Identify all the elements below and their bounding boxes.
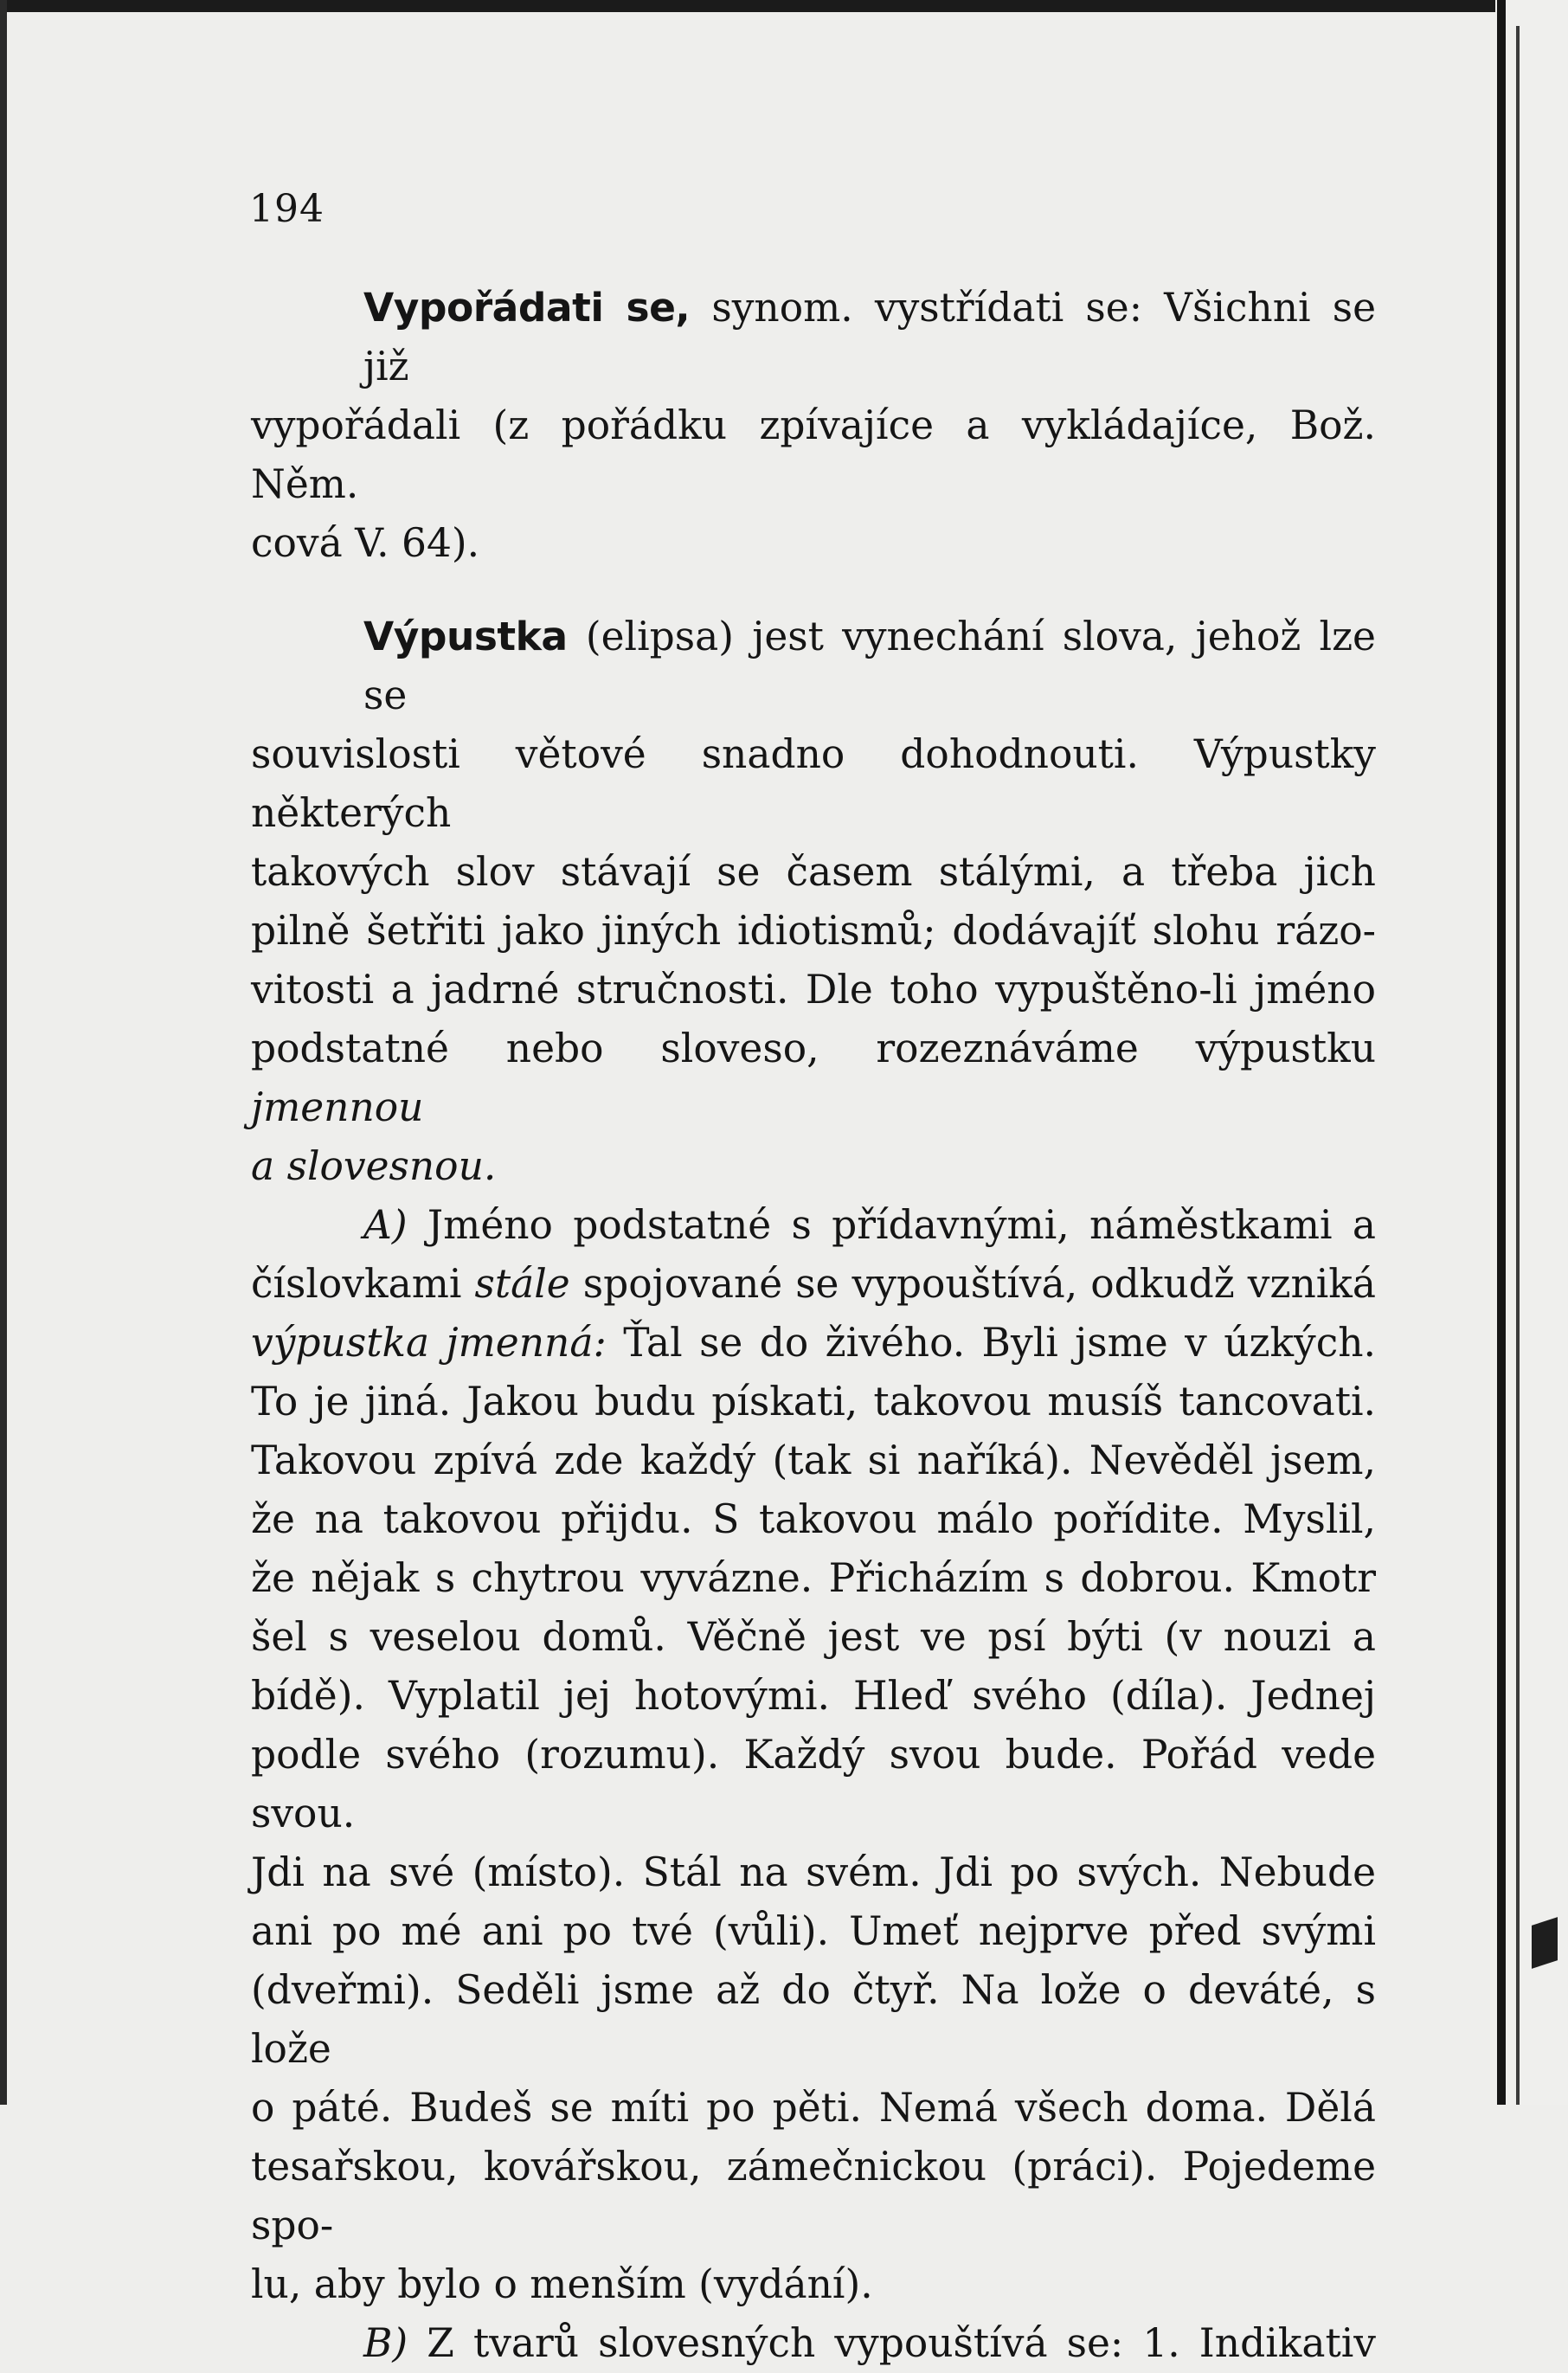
text-line: že nějak s chytrou vyvázne. Přicházím s dobrou. Kmotr (251, 1555, 1376, 1601)
text-span: číslovkami (251, 1261, 475, 1307)
headword: Výpustka (363, 614, 568, 659)
text-line: že na takovou přijdu. S takovou málo pořídite. Myslil, (251, 1496, 1376, 1542)
page-top-edge (0, 0, 1568, 12)
text-line (251, 1314, 1376, 1373)
entry-vypustka (251, 608, 1376, 1196)
text-span: synom. vystřídati se: Všichni se již (363, 285, 1377, 389)
section-a (251, 1196, 1376, 2314)
text-line (251, 1019, 1376, 1137)
section-marker: A) (363, 1202, 408, 1248)
headword: Vypořádati se, (363, 285, 691, 331)
text-line: To je jiná. Jakou budu pískati, takovou musíš tancovati. (251, 1379, 1376, 1424)
text-line (251, 2314, 1376, 2373)
text-line: bídě). Vyplatil jej hotovými. Hleď svého (díla). Jednej (251, 1673, 1376, 1719)
text-line (251, 1255, 1376, 1314)
text-line: souvislosti větové snadno dohodnouti. Výpustky některých (251, 731, 1376, 836)
text-line: (dveřmi). Seděli jsme až do čtyř. Na lože o deváté, s lože (251, 1967, 1376, 2072)
italic-term: stále (474, 1261, 570, 1307)
text-line: šel s veselou domů. Věčně jest ve psí býti (v nouzi a (251, 1614, 1376, 1660)
text-line: podle svého (rozumu). Každý svou bude. Pořád vede svou. (251, 1732, 1376, 1836)
text-line: a slovesnou. (251, 1143, 497, 1189)
section-marker: B) (363, 2320, 408, 2366)
text-span: Z tvarů slovesných vypouštívá se: 1. Indikativ (408, 2320, 1376, 2366)
text-line (251, 608, 1376, 725)
page-binding-shadow (1516, 26, 1520, 2105)
text-line: Jdi na své (místo). Stál na svém. Jdi po svých. Nebude (251, 1849, 1376, 1895)
page-left-edge (0, 0, 7, 2105)
text-line: ani po mé ani po tvé (vůli). Umeť nejprve před svými (251, 1908, 1376, 1954)
section-b (251, 2314, 1376, 2373)
text-line: lu, aby bylo o menším (vydání). (251, 2261, 873, 2307)
text-span: Ťal se do živého. Byli jsme v úzkých. (606, 1320, 1376, 1366)
page-number: 194 (249, 187, 325, 231)
text-line: Takovou zpívá zde každý (tak si naříká). Nevěděl jsem, (251, 1437, 1376, 1483)
text-line: pilně šetřiti jako jiných idiotismů; dodávajíť slohu rázo- (251, 908, 1376, 954)
text-span: spojované se vypouštívá, odkudž vzniká (569, 1261, 1376, 1307)
page-corner-mark (1532, 1917, 1558, 1969)
italic-term: jmennou (251, 1084, 424, 1130)
text-line: takových slov stávají se časem stálými, a třeba jich (251, 849, 1376, 895)
text-span: podstatné nebo sloveso, rozeznáváme výpustku (251, 1026, 1376, 1071)
page-right-margin (1495, 0, 1568, 2105)
page-binding-edge (1497, 0, 1506, 2105)
text-line: cová V. 64). (251, 520, 480, 566)
text-line: vypořádali (z pořádku zpívajíce a vykládajíce, Bož. Něm. (251, 402, 1376, 507)
entry-vyporadati (251, 279, 1376, 573)
page-text (251, 279, 1376, 2373)
text-line: tesařskou, kovářskou, zámečnickou (práci). Pojedeme spo- (251, 2144, 1376, 2248)
text-line: o páté. Budeš se míti po pěti. Nemá všech doma. Dělá (251, 2085, 1376, 2131)
text-span: Jméno podstatné s přídavnými, náměstkami a (407, 1202, 1376, 1248)
text-line (251, 279, 1376, 396)
italic-term: výpustka jmenná: (251, 1320, 607, 1366)
text-line: vitosti a jadrné stručnosti. Dle toho vypuštěno-li jméno (251, 967, 1376, 1013)
text-span: (elipsa) jest vynechání slova, jehož lze se (363, 614, 1376, 718)
text-line (251, 1196, 1376, 1255)
